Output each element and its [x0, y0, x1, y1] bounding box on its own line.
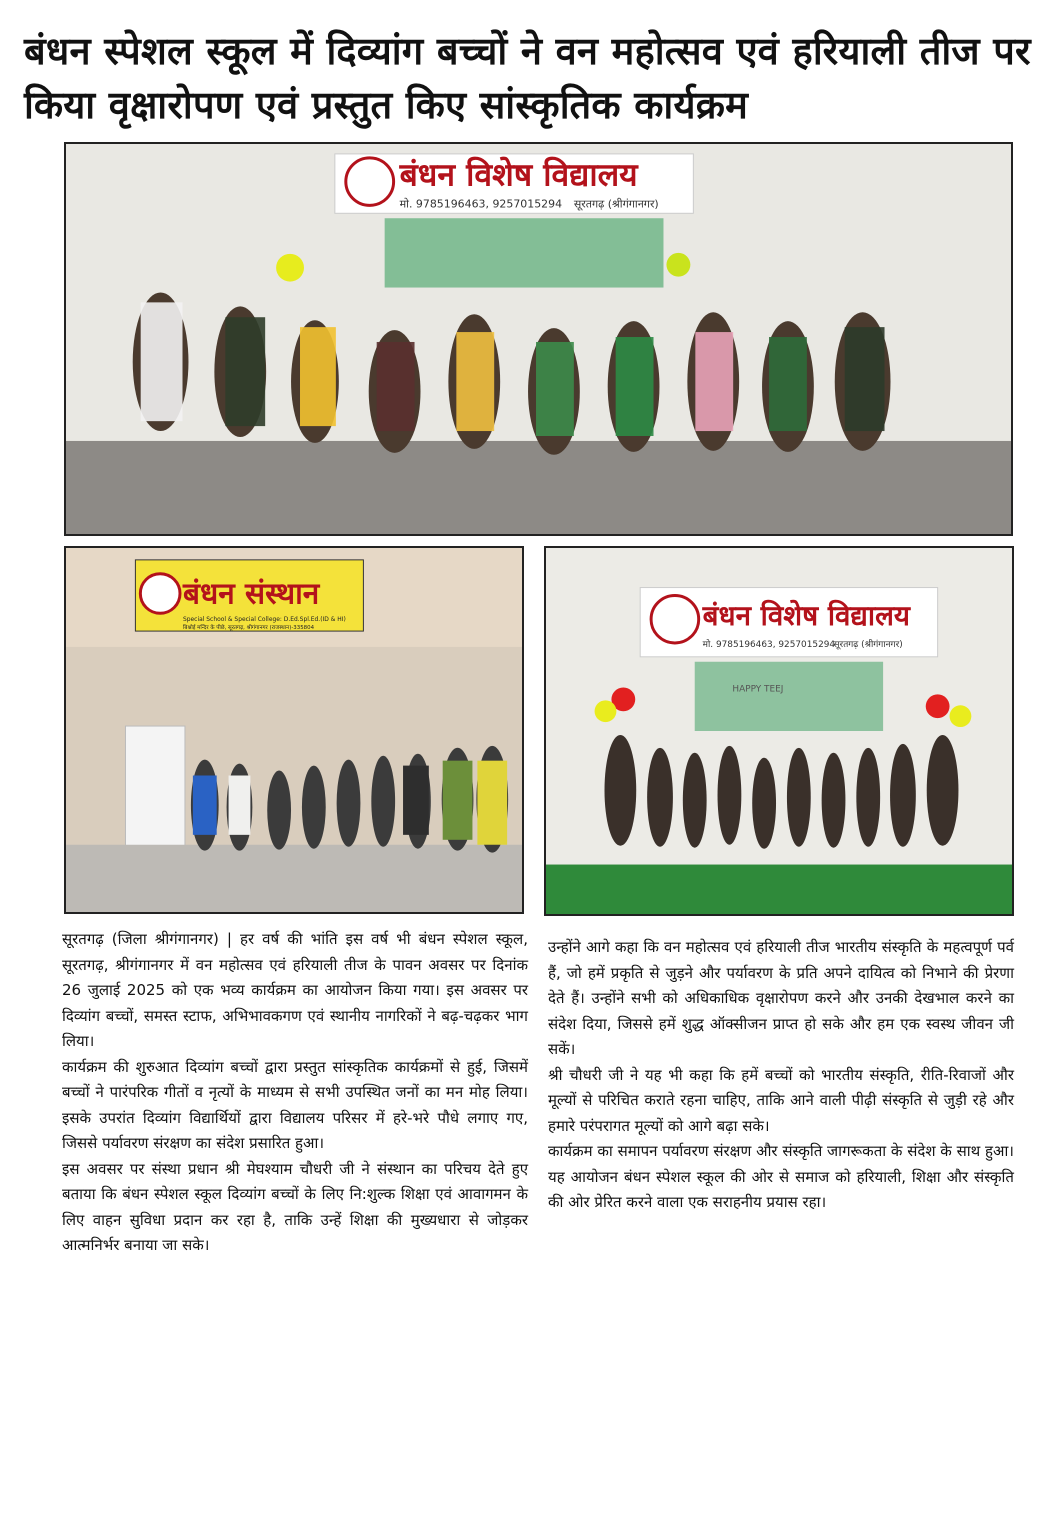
left-sign-title: बंधन संस्थान [182, 576, 320, 612]
left-sign-sub: Special School & Special College: D.Ed.Spl.Ed.(ID & HI) [182, 616, 346, 624]
photo-teej-celebration-illustration [546, 548, 1012, 914]
school-logo [346, 158, 394, 206]
balloon [666, 253, 690, 277]
article-paragraph: इस अवसर पर संस्था प्रधान श्री मेघश्याम चौधरी जी ने संस्थान का परिचय देते हुए बताया कि बंधन स्पेशल स्कूल दिव्यांग बच्चों के लिए नि:शुल्क शिक्षा एवं आवागमन के लिए वाहन सुविधा प्रदान कर रहा है, ताकि उन्हें शिक्षा की मुख्यधारा से जोड़कर आत्मनिर्भर बनाया जा सके। [62, 1159, 528, 1254]
photo-teej-celebration [544, 546, 1014, 916]
photo-group-main-illustration [66, 144, 1011, 534]
happy-teej-banner: HAPPY TEEJ [732, 684, 784, 695]
photo-school-entrance-illustration [66, 548, 522, 912]
main-sign-place: सूरतगढ़ (श्रीगंगानगर) [573, 197, 659, 211]
main-sign-title: बंधन विशेष विद्यालय [399, 157, 638, 194]
balloon [276, 254, 304, 282]
right-sign-phone: मो. 9785196463, 9257015294 [702, 639, 836, 650]
article-paragraph: कार्यक्रम की शुरुआत दिव्यांग बच्चों द्वारा प्रस्तुत सांस्कृतिक कार्यक्रमों से हुई, जिसमें बच्चों ने पारंपरिक गीतों व नृत्यों के माध्यम से सभी उपस्थित जनों का मन मोह लिया। इसके उपरांत दिव्यांग विद्यार्थियों द्वारा विद्यालय परिसर में हरे-भरे पौधे लगाए गए, जिससे पर्यावरण संरक्षण का संदेश प्रसारित हुआ। [62, 1057, 528, 1152]
article-column-right [548, 935, 1014, 1216]
article-column-left [62, 927, 528, 1259]
article-paragraph: कार्यक्रम का समापन पर्यावरण संरक्षण और संस्कृति जागरूकता के संदेश के साथ हुआ। यह आयोजन बंधन स्पेशल स्कूल की ओर से समाज को हरियाली, शिक्षा और संस्कृति की ओर प्रेरित करने वाला एक सराहनीय प्रयास रहा। [548, 1142, 1014, 1211]
right-sign-title: बंधन विशेष विद्यालय [702, 599, 911, 633]
photo-group-main [64, 142, 1013, 536]
balloon [950, 705, 972, 727]
article-paragraph: उन्होंने आगे कहा कि वन महोत्सव एवं हरियाली तीज भारतीय संस्कृति के महत्वपूर्ण पर्व हैं, जो हमें प्रकृति से जुड़ने और पर्यावरण के प्रति अपने दायित्व को निभाने की प्रेरणा देते हैं। उन्होंने सभी को अधिकाधिक वृक्षारोपण करने और उनकी देखभाल करने का संदेश दिया, जिससे हमें शुद्ध ऑक्सीजन प्राप्त हो सके और हम एक स्वस्थ जीवन जी सकें। [548, 938, 1014, 1058]
main-sign-phone: मो. 9785196463, 9257015294 [399, 197, 563, 211]
photo-school-entrance [64, 546, 524, 914]
school-logo [140, 574, 180, 614]
balloon [926, 694, 950, 718]
right-sign-place: सूरतगढ़ (श्रीगंगानगर) [833, 639, 903, 650]
article-paragraph: श्री चौधरी जी ने यह भी कहा कि हमें बच्चों को भारतीय संस्कृति, रीति-रिवाजों और मूल्यों से परिचित कराते रहना चाहिए, ताकि आने वाली पीढ़ी संस्कृति से जुड़ी रहे और हमारे परंपरागत मूल्यों को आगे बढ़ा सके। [548, 1065, 1014, 1135]
balloon [595, 700, 617, 722]
school-logo [651, 595, 699, 642]
left-sign-addr: बिश्नोई मन्दिर के पीछे, सूरतगढ़, श्रीगंगानगर (राजस्थान)-335804 [182, 625, 315, 632]
article-headline: बंधन स्पेशल स्कूल में दिव्यांग बच्चों ने वन महोत्सव एवं हरियाली तीज पर किया वृक्षारोपण एवं प्रस्तुत किए सांस्कृतिक कार्यक्रम [24, 29, 1031, 127]
article-paragraph: सूरतगढ़ (जिला श्रीगंगानगर) | हर वर्ष की भांति इस वर्ष भी बंधन स्पेशल स्कूल, सूरतगढ़, श्रीगंगानगर में वन महोत्सव एवं हरियाली तीज के पावन अवसर पर दिनांक 26 जुलाई 2025 को एक भव्य कार्यक्रम का आयोजन किया गया। इस अवसर पर दिव्यांग बच्चों, समस्त स्टाफ, अभिभावकगण एवं स्थानीय नागरिकों ने बढ़-चढ़कर भाग लिया। [62, 930, 528, 1050]
